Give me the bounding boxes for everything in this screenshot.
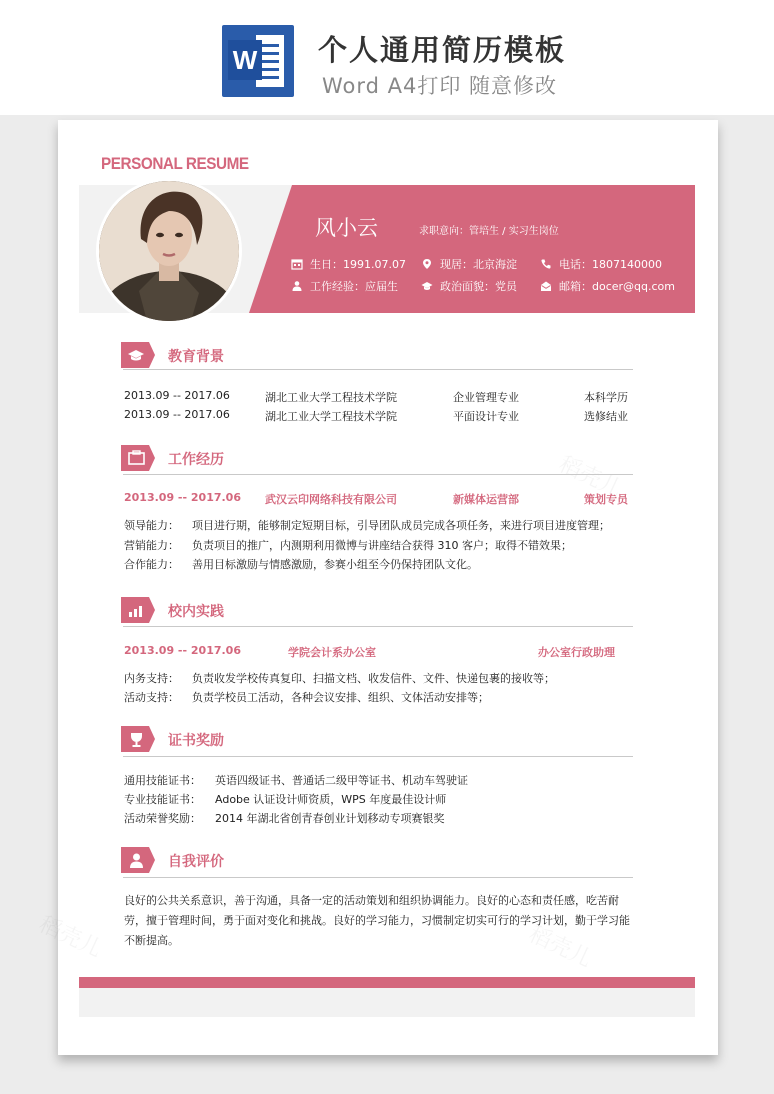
edu-major: 平面设计专业 bbox=[453, 410, 519, 423]
resume-page bbox=[58, 120, 718, 1055]
experience-text: 工作经验：应届生 bbox=[310, 280, 398, 293]
campus-item-label: 活动支持： bbox=[124, 691, 179, 704]
job-intent: 求职意向：管培生 / 实习生岗位 bbox=[419, 226, 559, 237]
campus-item-text: 负责收发学校传真复印、扫描文档、收发信件、文件、快递包裹的接收等； bbox=[192, 672, 555, 685]
section-divider bbox=[123, 756, 633, 757]
work-item-text: 负责项目的推广，内测期利用微博与讲座结合获得 310 客户；取得不错效果； bbox=[192, 539, 572, 552]
work-item-text: 善用目标激励与情感激励，参赛小组至今仍保持团队文化。 bbox=[192, 558, 478, 571]
cert-text: 英语四级证书、普通话二级甲等证书、机动车驾驶证 bbox=[215, 774, 468, 787]
work-role: 策划专员 bbox=[584, 493, 628, 506]
personal-resume-label: PERSONAL RESUME bbox=[101, 154, 249, 173]
phone-icon bbox=[540, 258, 552, 270]
education-icon bbox=[121, 342, 155, 368]
top-banner bbox=[0, 0, 774, 115]
section-divider bbox=[123, 626, 633, 627]
education-title: 教育背景 bbox=[168, 349, 224, 365]
footer-accent-bar bbox=[79, 977, 695, 988]
section-divider bbox=[123, 877, 633, 878]
work-date: 2013.09 -- 2017.06 bbox=[124, 491, 241, 504]
campus-item-text: 负责学校员工活动，各种会议安排、组织、文体活动安排等； bbox=[192, 691, 489, 704]
cert-label: 通用技能证书： bbox=[124, 774, 201, 787]
political-text: 政治面貌：党员 bbox=[440, 280, 517, 293]
info-email bbox=[540, 278, 675, 294]
work-icon bbox=[121, 445, 155, 471]
campus-date: 2013.09 -- 2017.06 bbox=[124, 644, 241, 657]
info-experience bbox=[291, 278, 398, 294]
work-item-text: 项目进行期，能够制定短期目标，引导团队成员完成各项任务，来进行项目进度管理； bbox=[192, 519, 610, 532]
campus-org: 学院会计系办公室 bbox=[288, 646, 376, 659]
residence-text: 现居：北京海淀 bbox=[440, 258, 517, 271]
info-political bbox=[421, 278, 517, 294]
briefcase-icon bbox=[291, 280, 303, 292]
cert-label: 专业技能证书： bbox=[124, 793, 201, 806]
edu-degree: 本科学历 bbox=[584, 391, 628, 404]
calendar-icon bbox=[291, 258, 303, 270]
edu-school: 湖北工业大学工程技术学院 bbox=[265, 410, 397, 423]
word-logo-icon bbox=[222, 25, 294, 97]
work-item-label: 营销能力： bbox=[124, 539, 179, 552]
self-title: 自我评价 bbox=[168, 854, 224, 870]
birthday-text: 生日：1991.07.07 bbox=[310, 258, 406, 271]
word-logo-letter: W bbox=[228, 40, 262, 80]
work-item-label: 领导能力： bbox=[124, 519, 179, 532]
work-company: 武汉云印网络科技有限公司 bbox=[265, 493, 397, 506]
cert-text: Adobe 认证设计师资质，WPS 年度最佳设计师 bbox=[215, 793, 447, 806]
work-title: 工作经历 bbox=[168, 452, 224, 468]
edu-degree: 选修结业 bbox=[584, 410, 628, 423]
work-item-label: 合作能力： bbox=[124, 558, 179, 571]
self-evaluation-text: 良好的公共关系意识，善于沟通，具备一定的活动策划和组织协调能力。良好的心态和责任感，吃苦耐劳，擅于管理时间，勇于面对变化和挑战。良好的学习能力，习惯制定切实可行的学习计划，勤于学习能不断提高。 bbox=[124, 894, 630, 947]
edu-school: 湖北工业大学工程技术学院 bbox=[265, 391, 397, 404]
trophy-icon bbox=[121, 726, 155, 752]
section-divider bbox=[123, 474, 633, 475]
phone-text: 电话：1807140000 bbox=[559, 258, 662, 271]
cert-label: 活动荣誉奖励： bbox=[124, 812, 201, 825]
info-residence bbox=[421, 256, 517, 272]
work-department: 新媒体运营部 bbox=[453, 493, 519, 506]
email-text: 邮箱：docer@qq.com bbox=[559, 280, 676, 293]
campus-title: 校内实践 bbox=[168, 604, 224, 620]
section-divider bbox=[123, 369, 633, 370]
campus-icon bbox=[121, 597, 155, 623]
watermark bbox=[35, 908, 108, 964]
banner-title: 个人通用简历模板 bbox=[318, 33, 567, 67]
cert-text: 2014 年湖北省创青春创业计划移动专项赛银奖 bbox=[215, 812, 445, 825]
edu-date: 2013.09 -- 2017.06 bbox=[124, 389, 230, 402]
graduation-icon bbox=[421, 280, 433, 292]
campus-item-label: 内务支持： bbox=[124, 672, 179, 685]
edu-date: 2013.09 -- 2017.06 bbox=[124, 408, 230, 421]
avatar bbox=[96, 178, 242, 324]
info-phone bbox=[540, 256, 662, 272]
person-icon bbox=[121, 847, 155, 873]
mail-icon bbox=[540, 280, 552, 292]
footer-gray-bar bbox=[79, 988, 695, 1017]
banner-subtitle: Word A4打印 随意修改 bbox=[322, 74, 558, 98]
candidate-name: 风小云 bbox=[315, 216, 378, 240]
certs-title: 证书奖励 bbox=[168, 733, 224, 749]
location-icon bbox=[421, 258, 433, 270]
info-birthday bbox=[291, 256, 406, 272]
edu-major: 企业管理专业 bbox=[453, 391, 519, 404]
campus-role: 办公室行政助理 bbox=[538, 646, 615, 659]
